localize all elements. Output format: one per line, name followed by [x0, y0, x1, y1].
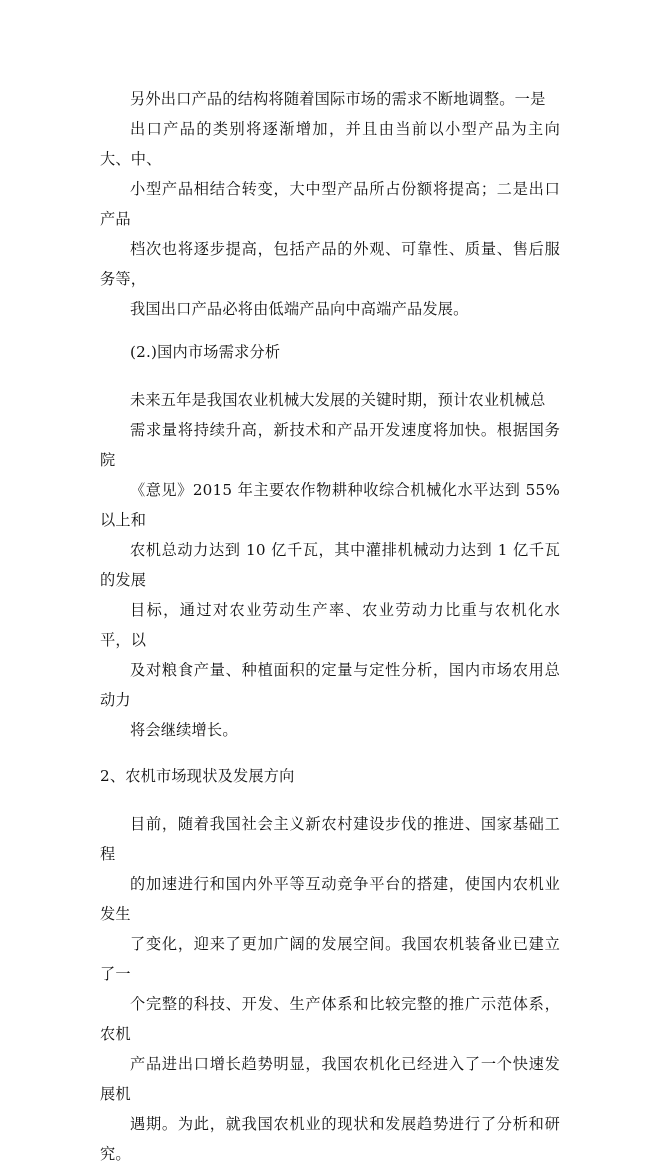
paragraph-line: 农机总动力达到 10 亿千瓦，其中灌排机械动力达到 1 亿千瓦的发展 — [100, 541, 560, 589]
paragraph-line: 目标，通过对农业劳动生产率、农业劳动力比重与农机化水平，以 — [100, 601, 560, 649]
paragraph-line: 将会继续增长。 — [130, 721, 238, 739]
paragraph-market-status — [100, 809, 560, 1169]
subheading-domestic-demand-analysis: (2.)国内市场需求分析 — [130, 343, 281, 361]
paragraph-line: 的加速进行和国内外平等互动竞争平台的搭建，使国内农机业发生 — [100, 875, 560, 923]
paragraph-line: 了变化，迎来了更加广阔的发展空间。我国农机装备业已建立了一 — [100, 935, 560, 983]
paragraph-export-structure — [100, 84, 560, 324]
paragraph-line: 未来五年是我国农业机械大发展的关键时期，预计农业机械总 — [130, 391, 546, 409]
paragraph-line: 产品进出口增长趋势明显，我国农机化已经进入了一个快速发展机 — [100, 1055, 560, 1103]
paragraph-line: 遇期。为此，就我国农机业的现状和发展趋势进行了分析和研究。 — [100, 1115, 560, 1163]
paragraph-line: 需求量将持续升高，新技术和产品开发速度将加快。根据国务院 — [100, 421, 560, 469]
paragraph-line: 出口产品的类别将逐渐增加，并且由当前以小型产品为主向大、中、 — [100, 120, 560, 168]
paragraph-line: 我国出口产品必将由低端产品向中高端产品发展。 — [130, 300, 469, 318]
paragraph-line: 档次也将逐步提高，包括产品的外观、可靠性、质量、售后服务等， — [100, 240, 560, 288]
paragraph-line: 及对粮食产量、种植面积的定量与定性分析，国内市场农用总动力 — [100, 661, 560, 709]
paragraph-line: 小型产品相结合转变，大中型产品所占份额将提高；二是出口产品 — [100, 180, 560, 228]
paragraph-domestic-demand — [100, 385, 560, 745]
section-heading-market-status: 2、农机市场现状及发展方向 — [100, 767, 295, 785]
paragraph-line: 个完整的科技、开发、生产体系和比较完整的推广示范体系，农机 — [100, 995, 560, 1043]
paragraph-line: 《意见》2015 年主要农作物耕种收综合机械化水平达到 55%以上和 — [100, 481, 560, 529]
paragraph-line: 另外出口产品的结构将随着国际市场的需求不断地调整。一是 — [130, 90, 546, 108]
document-body — [100, 84, 560, 1169]
paragraph-line: 目前，随着我国社会主义新农村建设步伐的推进、国家基础工程 — [100, 815, 560, 863]
